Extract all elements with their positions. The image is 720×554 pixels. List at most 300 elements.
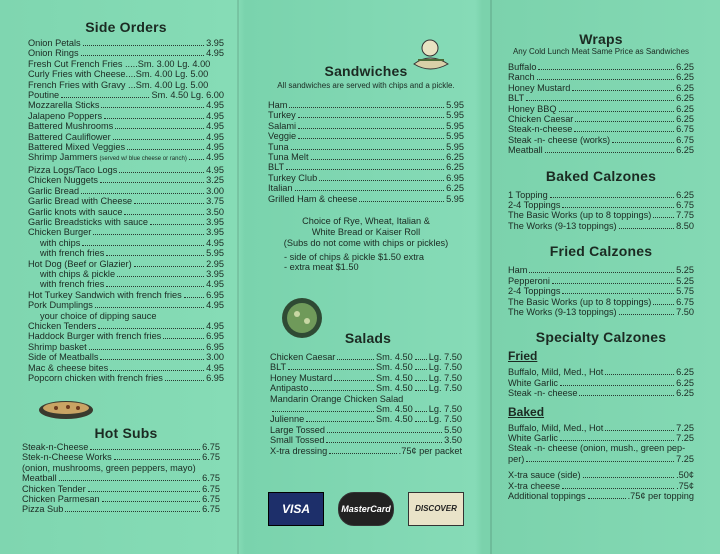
list-item — [508, 276, 694, 286]
item-price: 6.95 — [206, 373, 224, 383]
item-price: 4.95 — [206, 48, 224, 59]
item-name: your choice of dipping sauce — [40, 310, 157, 321]
item-name: Chicken Tenders — [28, 320, 97, 331]
list-item — [28, 132, 224, 142]
dot-leader — [298, 117, 444, 118]
fold-line — [490, 0, 492, 554]
dot-leader — [588, 498, 626, 499]
dot-leader — [59, 480, 200, 481]
item-price: 4.95 — [206, 164, 224, 175]
item-name: Garlic Bread — [28, 185, 80, 196]
dot-leader — [415, 369, 427, 370]
item-price: 6.95 — [446, 172, 464, 183]
dot-leader — [61, 97, 149, 98]
list-item — [508, 190, 694, 200]
item-name: Pizza Sub — [22, 504, 64, 515]
salad-small-price: Sm. 4.50 — [376, 352, 413, 362]
dot-leader — [83, 45, 205, 46]
item-price: 3.95 — [206, 268, 224, 279]
item-price: 5.95 — [446, 193, 464, 204]
dot-leader — [562, 488, 674, 489]
salad-bowl-icon — [280, 296, 324, 340]
list-item — [508, 443, 694, 453]
salad-row — [270, 394, 462, 404]
list-item — [508, 378, 694, 388]
list-item — [508, 454, 694, 464]
item-name: Poutine — [28, 90, 60, 101]
item-name: Steak-n-cheese — [508, 124, 573, 135]
list-item — [28, 69, 224, 79]
extra-line: - extra meat $1.50 — [284, 262, 359, 273]
dot-leader — [134, 203, 204, 204]
dot-leader — [163, 338, 204, 339]
baked-subheading: Baked — [508, 404, 545, 419]
list-item — [28, 300, 224, 310]
salad-large-price: Lg. 7.50 — [428, 414, 462, 425]
item-name: Onion Rings — [28, 48, 79, 59]
list-item — [508, 145, 694, 155]
bread-line: Choice of Rye, Wheat, Italian & — [302, 216, 430, 227]
item-price: 5.25 — [676, 265, 694, 276]
item-name: Veggie — [268, 131, 297, 142]
dot-leader — [165, 380, 204, 381]
salad-large-price: Lg. 7.50 — [428, 404, 462, 415]
salad-row — [270, 362, 462, 372]
item-price: 6.95 — [206, 341, 224, 352]
dot-leader — [562, 293, 674, 294]
wraps-note: Any Cold Lunch Meat Same Price as Sandwiches — [512, 47, 690, 56]
list-item — [28, 342, 224, 352]
item-price: 7.25 — [676, 422, 694, 433]
dot-leader — [100, 182, 204, 183]
item-name: X-tra cheese — [508, 480, 561, 491]
item-name: Jalapeno Poppers — [28, 110, 103, 121]
dot-leader — [127, 149, 204, 150]
dot-leader — [102, 501, 200, 502]
item-price: 6.25 — [446, 183, 464, 194]
item-price: 7.50 — [676, 306, 694, 317]
bread-choice — [268, 216, 464, 249]
item-price: 6.75 — [202, 452, 220, 463]
item-name: The Works (9-13 toppings) — [508, 306, 617, 317]
salad-name: Honey Mustard — [270, 372, 333, 383]
list-item — [28, 352, 224, 362]
dot-leader — [619, 228, 675, 229]
item-price: 3.75 — [206, 196, 224, 207]
dot-leader — [124, 214, 204, 215]
fried-calzones-title: Fried Calzones — [549, 243, 653, 260]
list-item — [22, 442, 220, 452]
item-name: Garlic Breadsticks with sauce — [28, 216, 148, 227]
item-name: Battered Cauliflower — [28, 131, 111, 142]
salad-name: Mandarin Orange Chicken Salad — [270, 393, 404, 404]
item-price: 5.25 — [676, 275, 694, 286]
list-item — [268, 131, 464, 141]
dot-leader — [272, 411, 374, 412]
item-name: The Basic Works (up to 8 toppings) — [508, 296, 652, 307]
list-item — [508, 210, 694, 220]
item-price: 6.75 — [676, 296, 694, 307]
list-item — [268, 173, 464, 183]
item-price: 6.75 — [202, 483, 220, 494]
item-price: 4.95 — [206, 300, 224, 311]
item-price: .75¢ per topping — [627, 490, 694, 501]
item-name: Steak -n- cheese (onion, mush., green pep- — [508, 443, 686, 454]
list-item — [508, 200, 694, 210]
right-panel — [508, 0, 694, 554]
salad-name: Antipasto — [270, 383, 309, 394]
item-name: Garlic Bread with Cheese — [28, 196, 133, 207]
item-price: 4.95 — [206, 237, 224, 248]
dot-leader — [288, 369, 374, 370]
list-item — [28, 373, 224, 383]
item-name: Honey Mustard — [508, 82, 571, 93]
dot-leader — [98, 328, 204, 329]
item-price: 7.75 — [676, 210, 694, 221]
item-name: Curly Fries with Cheese....Sm. 4.00 Lg. 5.00 — [28, 69, 209, 80]
dot-leader — [653, 304, 674, 305]
bread-line: White Bread or Kaiser Roll — [311, 227, 421, 238]
item-name: Meatball — [22, 473, 57, 484]
dot-leader — [574, 131, 674, 132]
list-item — [28, 259, 224, 269]
list-item — [28, 59, 224, 69]
item-name: White Garlic — [508, 432, 559, 443]
item-name: Shrimp Jammers — [28, 152, 98, 163]
hot-subs-title: Hot Subs — [94, 425, 158, 441]
list-item — [508, 286, 694, 296]
dot-leader — [82, 245, 204, 246]
item-price: 6.95 — [206, 289, 224, 300]
list-item — [28, 238, 224, 248]
item-name: Mac & cheese bites — [28, 362, 109, 373]
dot-leader — [605, 374, 674, 375]
dot-leader — [306, 421, 374, 422]
item-price: 4.95 — [206, 320, 224, 331]
item-name: with french fries — [40, 279, 105, 290]
dot-leader — [90, 449, 200, 450]
item-name: Grilled Ham & cheese — [268, 193, 358, 204]
dot-leader — [334, 380, 374, 381]
sandwiches-note: All sandwiches are served with chips and a pickle. — [277, 81, 455, 90]
item-price: 5.95 — [446, 131, 464, 142]
salad-small-price: Sm. 4.50 — [376, 383, 413, 394]
dot-leader — [653, 217, 674, 218]
salad-row — [270, 383, 462, 393]
item-price: 3.50 — [206, 206, 224, 217]
dot-leader — [605, 430, 674, 431]
item-price: 5.95 — [446, 120, 464, 131]
list-item — [508, 83, 694, 93]
dot-leader — [81, 55, 205, 56]
list-item — [508, 491, 694, 501]
visa-logo: VISA — [268, 492, 324, 526]
extra-line: - side of chips & pickle $1.50 extra — [284, 252, 424, 263]
dot-leader — [562, 207, 674, 208]
salad-name: Julienne — [270, 414, 305, 425]
dot-leader — [327, 432, 442, 433]
salad-row — [270, 373, 462, 383]
list-item — [508, 124, 694, 134]
item-name: Hot Turkey Sandwich with french fries — [28, 289, 182, 300]
salads-title: Salads — [344, 330, 392, 346]
salad-small-price: Sm. 4.50 — [376, 372, 413, 383]
item-name: BLT — [508, 93, 525, 104]
item-price: 4.95 — [206, 362, 224, 373]
item-name: Onion Petals — [28, 38, 81, 48]
item-name: Hot Dog (Beef or Glazier) — [28, 258, 132, 269]
dot-leader — [359, 201, 444, 202]
dot-leader — [113, 139, 204, 140]
list-item — [508, 104, 694, 114]
sandwiches-title: Sandwiches — [324, 63, 408, 79]
item-name: The Works (9-13 toppings) — [508, 220, 617, 231]
list-item — [508, 114, 694, 124]
salad-name: Large Tossed — [270, 424, 325, 435]
item-price: 4.95 — [206, 152, 224, 163]
list-item — [22, 484, 220, 494]
item-price: 4.95 — [206, 110, 224, 121]
middle-panel — [268, 0, 464, 554]
item-name: Popcorn chicken with french fries — [28, 373, 163, 383]
item-price: 6.25 — [446, 162, 464, 173]
salad-large-price: Lg. 7.50 — [428, 372, 462, 383]
item-name: Pizza Logs/Taco Logs — [28, 164, 118, 175]
item-name: Chicken Nuggets — [28, 175, 98, 186]
item-name: Buffalo — [508, 62, 537, 72]
item-price: 8.50 — [676, 220, 694, 231]
salad-row — [270, 352, 462, 362]
item-name: Tuna — [268, 141, 289, 152]
hot-subs-list — [22, 442, 220, 515]
item-name: Honey BBQ — [508, 103, 557, 114]
dot-leader — [415, 421, 427, 422]
dot-leader — [537, 79, 675, 80]
list-item — [28, 269, 224, 279]
item-price: 6.25 — [676, 114, 694, 125]
fried-calzones-list — [508, 265, 694, 317]
item-price: 6.25 — [676, 367, 694, 378]
item-name: Stek-n-Cheese Works — [22, 452, 112, 463]
item-price: 6.25 — [676, 62, 694, 72]
item-price: 6.25 — [676, 93, 694, 104]
item-price: .75¢ — [676, 480, 694, 491]
fried-subheading: Fried — [508, 349, 538, 364]
item-price: 3.95 — [206, 227, 224, 238]
dot-leader — [415, 390, 427, 391]
item-name: Chicken Parmesan — [22, 494, 100, 505]
item-price: 6.25 — [676, 377, 694, 388]
list-item — [28, 90, 224, 100]
list-item — [508, 307, 694, 317]
item-name: Fresh Cut French Fries .....Sm. 3.00 Lg. 4.00 — [28, 58, 211, 69]
list-item — [28, 311, 224, 321]
dot-leader — [88, 491, 200, 492]
item-price: 6.75 — [202, 473, 220, 484]
dot-leader — [550, 197, 674, 198]
salads-list — [270, 352, 462, 456]
food-illustration-icon — [36, 396, 96, 422]
list-item — [28, 217, 224, 227]
item-name: Steak-n-Cheese — [22, 442, 89, 452]
item-name: Buffalo, Mild, Med., Hot — [508, 422, 604, 433]
list-item — [268, 152, 464, 162]
dot-leader — [114, 459, 200, 460]
list-item — [268, 121, 464, 131]
list-item — [268, 142, 464, 152]
item-name: Garlic knots with sauce — [28, 206, 123, 217]
dot-leader — [415, 380, 427, 381]
list-item — [28, 196, 224, 206]
salad-row — [270, 404, 462, 414]
salad-small-price: Sm. 4.50 — [376, 404, 413, 415]
item-name: Turkey Club — [268, 172, 318, 183]
list-item — [268, 162, 464, 172]
dot-leader — [310, 390, 374, 391]
specialty-fried-list — [508, 367, 694, 398]
dot-leader — [65, 511, 200, 512]
item-price: 3.00 — [206, 185, 224, 196]
dot-leader — [189, 159, 204, 160]
item-price: 2.95 — [206, 258, 224, 269]
list-item — [508, 72, 694, 82]
list-item — [22, 504, 220, 514]
list-item — [28, 321, 224, 331]
list-item — [28, 121, 224, 131]
item-name: 2-4 Toppings — [508, 200, 561, 211]
dot-leader — [150, 224, 204, 225]
item-price: 6.25 — [676, 189, 694, 200]
dot-leader — [572, 90, 674, 91]
specialty-baked-list — [508, 423, 694, 444]
dot-leader — [106, 255, 204, 256]
salad-row — [270, 446, 462, 456]
item-name: The Basic Works (up to 8 toppings) — [508, 210, 652, 221]
dot-leader — [319, 180, 444, 181]
item-price: 6.75 — [676, 200, 694, 211]
item-name: Ranch — [508, 72, 535, 83]
item-price: 4.95 — [206, 100, 224, 111]
salad-small-price: Sm. 4.50 — [376, 414, 413, 425]
payment-cards — [268, 492, 464, 526]
item-price: .50¢ — [676, 470, 694, 481]
dot-leader — [560, 385, 674, 386]
wraps-title: Wraps — [579, 31, 623, 47]
list-item — [22, 463, 220, 473]
item-name: Steak -n- cheese (works) — [508, 134, 611, 145]
dot-leader — [286, 169, 444, 170]
list-item — [268, 194, 464, 204]
list-item — [28, 152, 224, 164]
item-price: 7.25 — [676, 453, 694, 464]
list-item — [508, 481, 694, 491]
item-name: Mozzarella Sticks — [28, 100, 100, 111]
item-price: 5.95 — [446, 141, 464, 152]
list-item — [28, 165, 224, 175]
side-orders-title: Side Orders — [85, 19, 167, 35]
item-price: 5.75 — [676, 286, 694, 297]
dot-leader — [538, 69, 674, 70]
dot-leader — [326, 442, 442, 443]
item-price: 4.95 — [206, 142, 224, 153]
list-item — [22, 473, 220, 483]
item-price: 6.75 — [676, 124, 694, 135]
list-item — [28, 331, 224, 341]
salad-name: X-tra dressing — [270, 445, 328, 456]
dot-leader — [559, 111, 675, 112]
item-name: per) — [508, 453, 525, 464]
dot-leader — [612, 142, 674, 143]
mastercard-logo: MasterCard — [338, 492, 394, 526]
item-name: Battered Mushrooms — [28, 121, 114, 132]
item-name: Side of Meatballs — [28, 352, 99, 363]
list-item — [508, 221, 694, 231]
dot-leader — [106, 286, 204, 287]
item-price: 6.25 — [676, 103, 694, 114]
list-item — [508, 367, 694, 377]
item-name: Italian — [268, 183, 293, 194]
list-item — [28, 186, 224, 196]
salad-row — [270, 435, 462, 445]
dot-leader — [529, 272, 674, 273]
sandwiches-list — [268, 100, 464, 204]
item-price: 6.25 — [676, 72, 694, 83]
list-item — [28, 248, 224, 258]
item-price: 4.95 — [206, 279, 224, 290]
item-name: Ham — [268, 100, 288, 110]
specialty-calzones-title: Specialty Calzones — [535, 329, 667, 346]
item-price: 7.25 — [676, 432, 694, 443]
salad-large-price: Lg. 7.50 — [428, 352, 462, 362]
list-item — [508, 470, 694, 480]
dot-leader — [81, 193, 204, 194]
list-item — [22, 494, 220, 504]
list-item — [28, 290, 224, 300]
item-name: 1 Topping — [508, 189, 548, 200]
item-price: 4.95 — [206, 131, 224, 142]
item-name: White Garlic — [508, 377, 559, 388]
salad-price: 3.50 — [444, 435, 462, 446]
salad-price: 5.50 — [444, 424, 462, 435]
item-name: Tuna Melt — [268, 152, 309, 163]
sandwich-drawing-icon — [408, 30, 454, 76]
item-price: 4.95 — [206, 121, 224, 132]
item-name: Pork Dumplings — [28, 300, 93, 311]
item-price: 3.00 — [206, 352, 224, 363]
list-item — [22, 452, 220, 462]
list-item — [508, 388, 694, 398]
item-name: Haddock Burger with french fries — [28, 331, 162, 342]
item-price: 5.95 — [206, 248, 224, 259]
specialty-extras-list — [508, 470, 694, 501]
dot-leader — [104, 118, 204, 119]
item-name: Battered Mixed Veggies — [28, 142, 126, 153]
list-item — [508, 423, 694, 433]
dot-leader — [526, 100, 674, 101]
dot-leader — [101, 107, 204, 108]
item-name: 2-4 Toppings — [508, 286, 561, 297]
dot-leader — [311, 159, 445, 160]
salad-row — [270, 414, 462, 424]
list-item — [268, 100, 464, 110]
dot-leader — [291, 149, 445, 150]
dot-leader — [545, 152, 674, 153]
baked-calzones-title: Baked Calzones — [545, 167, 657, 184]
item-name: Chicken Tender — [22, 483, 86, 494]
list-item — [268, 183, 464, 193]
dot-leader — [415, 411, 427, 412]
item-price: 6.75 — [676, 134, 694, 145]
